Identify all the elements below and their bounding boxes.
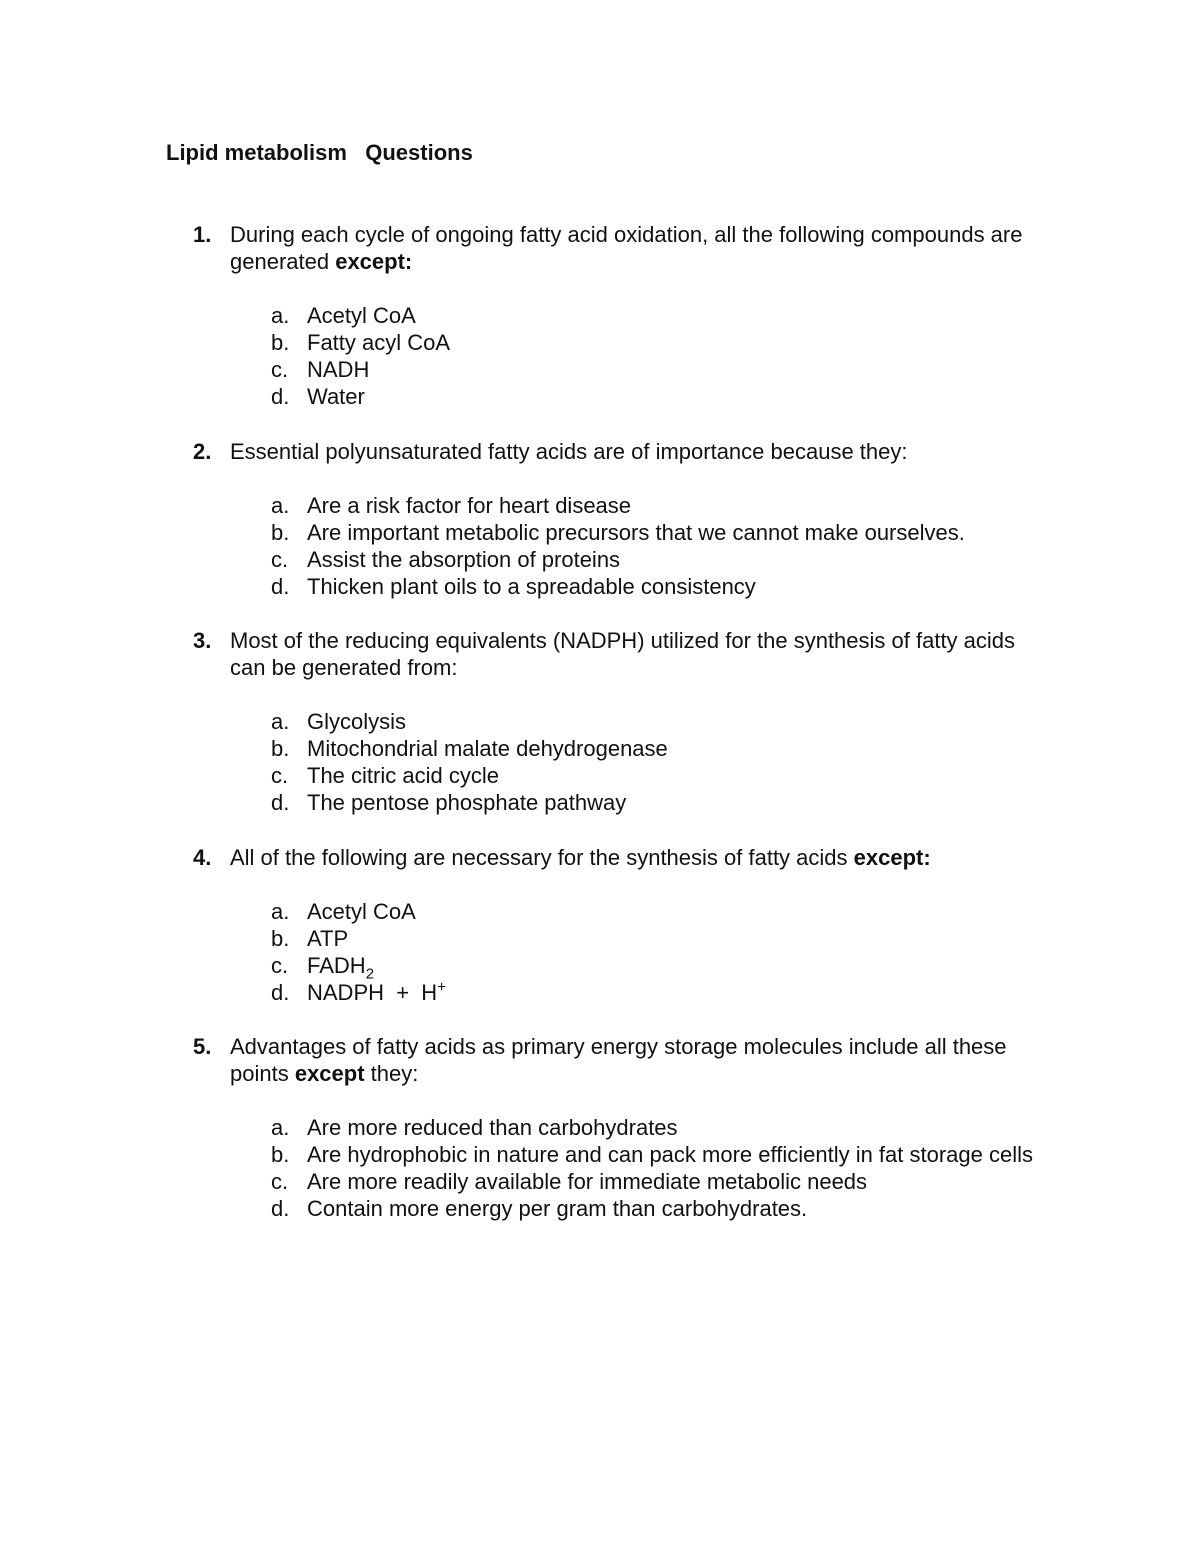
answer-option <box>0 952 1200 983</box>
option-text <box>307 952 1047 983</box>
option-text: Glycolysis <box>307 709 407 734</box>
subscript: 2 <box>365 965 375 983</box>
answer-options-4 <box>0 898 1200 1006</box>
question-number: 1. <box>193 222 212 247</box>
answer-option <box>0 979 1200 1006</box>
option-text: The pentose phosphate pathway <box>307 790 627 815</box>
answer-option <box>0 546 1200 573</box>
answer-option <box>0 1195 1200 1222</box>
answer-option <box>0 898 1200 925</box>
option-text: Acetyl CoA <box>307 899 416 924</box>
option-text: Water <box>307 384 365 409</box>
option-letter: d. <box>271 384 290 409</box>
answer-option <box>0 492 1200 519</box>
question-emphasis: except: <box>853 845 931 870</box>
option-text: Assist the absorption of proteins <box>307 547 621 572</box>
answer-option <box>0 329 1200 356</box>
answer-option <box>0 1168 1200 1195</box>
question-text-main: Most of the reducing equivalents (NADPH) utilized for the synthesis of fatty acids can be generated from: <box>230 628 1016 680</box>
question-text <box>230 438 1070 465</box>
option-text: Contain more energy per gram than carbohydrates. <box>307 1196 808 1221</box>
question-emphasis: except: <box>335 249 413 274</box>
option-text-main: NADPH + H <box>307 980 438 1005</box>
option-text: Acetyl CoA <box>307 303 416 328</box>
option-letter: b. <box>271 926 290 951</box>
option-letter: d. <box>271 1196 290 1221</box>
question-number: 3. <box>193 628 212 653</box>
question-emphasis: except <box>294 1061 365 1086</box>
option-letter: b. <box>271 736 290 761</box>
option-text-main: FADH <box>307 953 366 978</box>
question-text-main: Advantages of fatty acids as primary energy storage molecules include all these points <box>230 1034 1007 1086</box>
option-letter: d. <box>271 980 290 1005</box>
answer-option <box>0 735 1200 762</box>
answer-option <box>0 762 1200 789</box>
option-letter: b. <box>271 520 290 545</box>
option-letter: a. <box>271 493 290 518</box>
option-text: Thicken plant oils to a spreadable consistency <box>307 574 756 599</box>
option-letter: a. <box>271 899 290 924</box>
option-letter: b. <box>271 1142 290 1167</box>
option-text <box>307 979 1047 1006</box>
question-text <box>230 844 1070 871</box>
answer-option <box>0 302 1200 329</box>
question-text-main: All of the following are necessary for the synthesis of fatty acids <box>230 845 854 870</box>
option-letter: c. <box>271 953 289 978</box>
option-text: Fatty acyl CoA <box>307 330 451 355</box>
option-letter: d. <box>271 574 290 599</box>
option-text: Are more reduced than carbohydrates <box>307 1115 678 1140</box>
superscript: + <box>437 978 446 996</box>
question-text-tail: they: <box>364 1061 419 1086</box>
answer-option <box>0 383 1200 410</box>
question-text-main: During each cycle of ongoing fatty acid oxidation, all the following compounds are generated <box>230 222 1023 274</box>
option-text: The citric acid cycle <box>307 763 499 788</box>
question-number: 2. <box>193 439 212 464</box>
option-letter: d. <box>271 790 290 815</box>
question-text-main: Essential polyunsaturated fatty acids are of importance because they: <box>230 439 908 464</box>
answer-option <box>0 519 1200 546</box>
question-text <box>230 221 1070 275</box>
option-letter: a. <box>271 709 290 734</box>
question-text <box>230 627 1030 681</box>
answer-option <box>0 1141 1200 1168</box>
answer-option <box>0 708 1200 735</box>
question-text <box>230 1033 1070 1087</box>
option-letter: a. <box>271 303 290 328</box>
option-letter: c. <box>271 357 289 382</box>
answer-option <box>0 789 1200 816</box>
page-title: Lipid metabolism Questions <box>166 140 473 165</box>
answer-options-3 <box>0 708 1200 816</box>
option-letter: c. <box>271 1169 289 1194</box>
option-text: NADH <box>307 357 370 382</box>
question-number: 5. <box>193 1034 212 1059</box>
option-text: Are more readily available for immediate metabolic needs <box>307 1169 868 1194</box>
answer-options-1 <box>0 302 1200 410</box>
option-letter: a. <box>271 1115 290 1140</box>
answer-options-5 <box>0 1114 1200 1222</box>
answer-option <box>0 573 1200 600</box>
option-text: Are important metabolic precursors that we cannot make ourselves. <box>307 520 965 545</box>
option-letter: b. <box>271 330 290 355</box>
option-letter: c. <box>271 547 289 572</box>
option-text: Are hydrophobic in nature and can pack more efficiently in fat storage cells <box>307 1142 1033 1167</box>
option-text: Are a risk factor for heart disease <box>307 493 632 518</box>
answer-options-2 <box>0 492 1200 600</box>
answer-option <box>0 356 1200 383</box>
option-letter: c. <box>271 763 289 788</box>
question-number: 4. <box>193 845 212 870</box>
option-text: Mitochondrial malate dehydrogenase <box>307 736 668 761</box>
answer-option <box>0 1114 1200 1141</box>
option-text: ATP <box>307 926 349 951</box>
answer-option <box>0 925 1200 952</box>
